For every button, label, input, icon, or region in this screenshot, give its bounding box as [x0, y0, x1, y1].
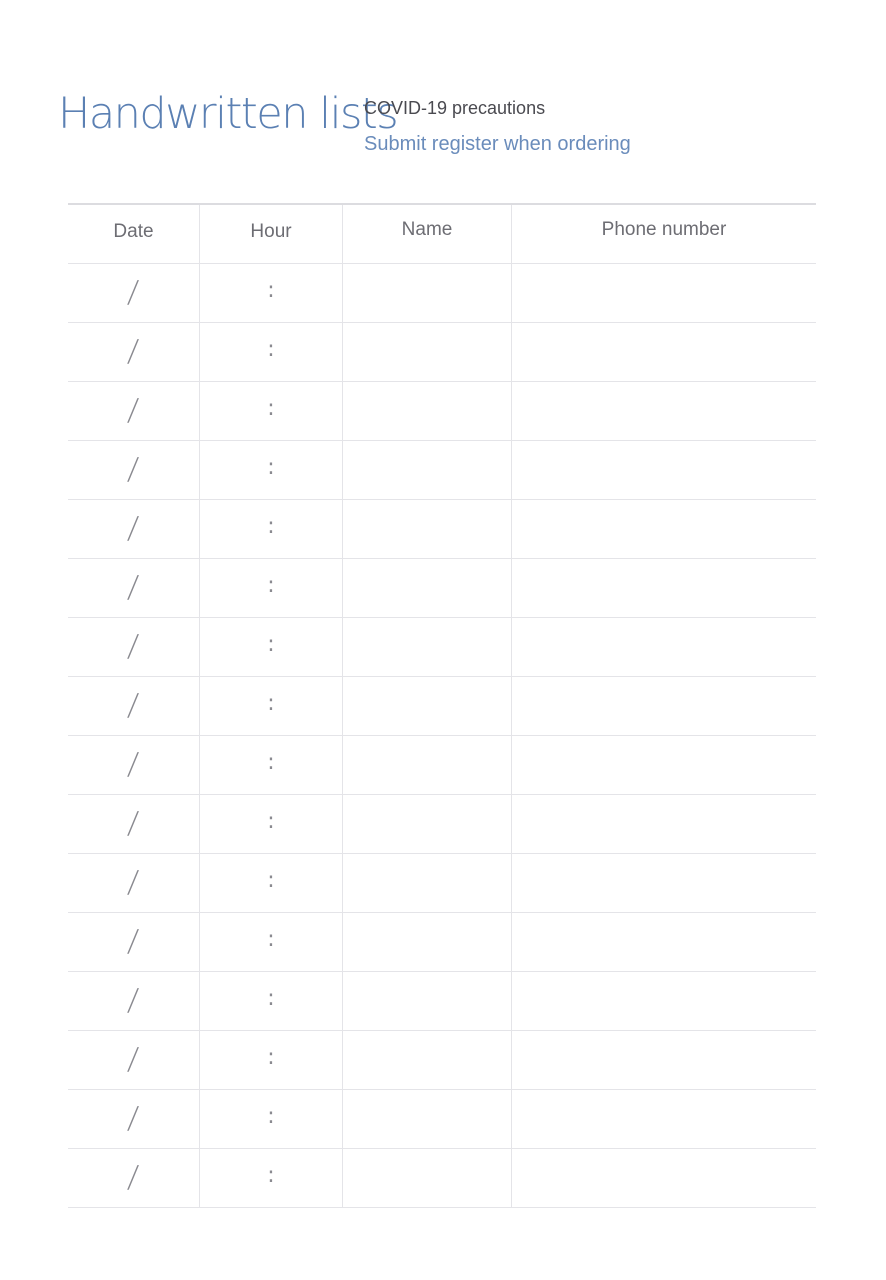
table-row — [68, 441, 816, 500]
name-cell[interactable] — [343, 441, 512, 499]
time-separator: : — [267, 1104, 275, 1129]
time-separator: : — [267, 573, 275, 598]
phone-cell[interactable] — [512, 559, 816, 617]
phone-cell[interactable] — [512, 382, 816, 440]
date-cell[interactable] — [68, 854, 200, 912]
name-cell[interactable] — [343, 1149, 512, 1207]
table-row — [68, 795, 816, 854]
date-separator: / — [126, 1101, 141, 1136]
date-cell[interactable] — [68, 913, 200, 971]
date-separator: / — [126, 747, 141, 782]
time-separator: : — [267, 455, 275, 480]
phone-cell[interactable] — [512, 736, 816, 794]
phone-cell[interactable] — [512, 1149, 816, 1207]
subtitle-precautions: COVID-19 precautions — [364, 98, 546, 118]
hour-cell[interactable] — [200, 913, 343, 971]
column-header-date: Date — [68, 205, 200, 263]
table-row — [68, 382, 816, 441]
phone-cell[interactable] — [512, 1090, 816, 1148]
name-cell[interactable] — [343, 795, 512, 853]
time-separator: : — [267, 337, 275, 362]
column-header-phone: Phone number — [601, 219, 727, 240]
phone-cell[interactable] — [512, 618, 816, 676]
date-separator: / — [126, 570, 141, 605]
name-cell[interactable] — [343, 677, 512, 735]
column-header-hour: Hour — [200, 205, 343, 263]
name-cell[interactable] — [343, 559, 512, 617]
name-cell[interactable] — [343, 618, 512, 676]
phone-cell[interactable] — [512, 1031, 816, 1089]
phone-cell[interactable] — [512, 264, 816, 322]
time-separator: : — [267, 927, 275, 952]
hour-cell[interactable] — [200, 323, 343, 381]
date-separator: / — [126, 1160, 141, 1195]
name-cell[interactable] — [343, 972, 512, 1030]
phone-cell[interactable] — [512, 323, 816, 381]
hour-cell[interactable] — [200, 677, 343, 735]
date-separator: / — [126, 452, 141, 487]
phone-cell[interactable] — [512, 795, 816, 853]
date-cell[interactable] — [68, 972, 200, 1030]
date-separator: / — [126, 334, 141, 369]
time-separator: : — [267, 514, 275, 539]
table-row — [68, 972, 816, 1031]
hour-cell[interactable] — [200, 618, 343, 676]
time-separator: : — [267, 1163, 275, 1188]
date-cell[interactable] — [68, 1090, 200, 1148]
date-separator: / — [126, 393, 141, 428]
hour-cell[interactable] — [200, 972, 343, 1030]
time-separator: : — [267, 1045, 275, 1070]
phone-cell[interactable] — [512, 854, 816, 912]
table-row — [68, 559, 816, 618]
phone-cell[interactable] — [512, 441, 816, 499]
name-cell[interactable] — [343, 1031, 512, 1089]
time-separator: : — [267, 632, 275, 657]
name-cell[interactable] — [343, 382, 512, 440]
time-separator: : — [267, 809, 275, 834]
time-separator: : — [267, 750, 275, 775]
date-separator: / — [126, 511, 141, 546]
hour-cell[interactable] — [200, 1149, 343, 1207]
hour-cell[interactable] — [200, 736, 343, 794]
table-header-row — [68, 205, 816, 264]
hour-cell[interactable] — [200, 500, 343, 558]
time-separator: : — [267, 986, 275, 1011]
table-row — [68, 1090, 816, 1149]
date-cell[interactable] — [68, 677, 200, 735]
name-cell[interactable] — [343, 323, 512, 381]
hour-cell[interactable] — [200, 264, 343, 322]
phone-cell[interactable] — [512, 500, 816, 558]
date-cell[interactable] — [68, 382, 200, 440]
page-title: Handwritten lists — [58, 89, 398, 139]
table-row — [68, 500, 816, 559]
date-cell[interactable] — [68, 618, 200, 676]
time-separator: : — [267, 396, 275, 421]
date-cell[interactable] — [68, 323, 200, 381]
column-header-name: Name — [343, 205, 512, 263]
date-separator: / — [126, 629, 141, 664]
name-cell[interactable] — [343, 500, 512, 558]
phone-cell[interactable] — [512, 677, 816, 735]
table-row — [68, 1031, 816, 1090]
date-cell[interactable] — [68, 500, 200, 558]
table-row — [68, 618, 816, 677]
phone-cell[interactable] — [512, 972, 816, 1030]
date-separator: / — [126, 688, 141, 723]
table-body — [68, 264, 816, 1208]
hour-cell[interactable] — [200, 1031, 343, 1089]
table-row — [68, 264, 816, 323]
table-row — [68, 854, 816, 913]
date-separator: / — [126, 1042, 141, 1077]
date-separator: / — [126, 924, 141, 959]
hour-cell[interactable] — [200, 559, 343, 617]
name-cell[interactable] — [343, 854, 512, 912]
phone-cell[interactable] — [512, 913, 816, 971]
hour-cell[interactable] — [200, 795, 343, 853]
table-row — [68, 1149, 816, 1208]
date-cell[interactable] — [68, 559, 200, 617]
name-cell[interactable] — [343, 736, 512, 794]
hour-cell[interactable] — [200, 382, 343, 440]
hour-cell[interactable] — [200, 854, 343, 912]
register-table — [68, 203, 816, 1208]
table-row — [68, 913, 816, 972]
hour-cell[interactable] — [200, 1090, 343, 1148]
date-cell[interactable] — [68, 264, 200, 322]
table-row — [68, 677, 816, 736]
table-row — [68, 323, 816, 382]
date-separator: / — [126, 275, 141, 310]
date-separator: / — [126, 865, 141, 900]
time-separator: : — [267, 691, 275, 716]
date-separator: / — [126, 806, 141, 841]
hour-cell[interactable] — [200, 441, 343, 499]
time-separator: : — [267, 278, 275, 303]
date-separator: / — [126, 983, 141, 1018]
date-cell[interactable] — [68, 441, 200, 499]
time-separator: : — [267, 868, 275, 893]
date-cell[interactable] — [68, 1031, 200, 1089]
date-cell[interactable] — [68, 1149, 200, 1207]
name-cell[interactable] — [343, 264, 512, 322]
table-row — [68, 736, 816, 795]
date-cell[interactable] — [68, 795, 200, 853]
name-cell[interactable] — [343, 913, 512, 971]
subtitle-instruction: Submit register when ordering — [364, 133, 631, 155]
date-cell[interactable] — [68, 736, 200, 794]
name-cell[interactable] — [343, 1090, 512, 1148]
